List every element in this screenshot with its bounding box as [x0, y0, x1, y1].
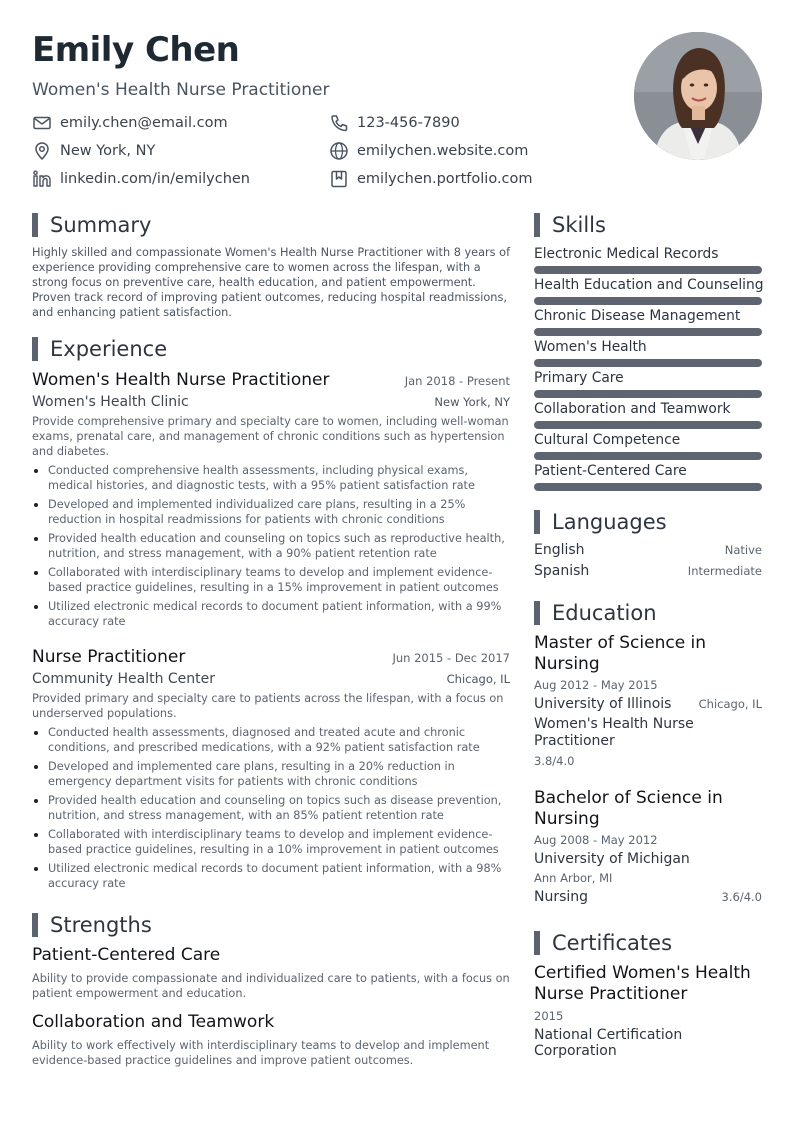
heading-bar: [534, 510, 540, 534]
skill-name: Women's Health: [534, 339, 647, 355]
education-heading: [534, 601, 657, 625]
linkedin-text[interactable]: linkedin.com/in/emilychen: [60, 171, 250, 187]
phone-text[interactable]: 123-456-7890: [357, 115, 460, 131]
skill-item: [534, 368, 762, 399]
education-dates: Aug 2008 - May 2012: [534, 833, 658, 847]
skills-heading: [534, 213, 606, 237]
education-degree: Bachelor of Science in Nursing: [534, 788, 723, 829]
strength-title: Collaboration and Teamwork: [32, 1012, 275, 1032]
skill-bar: [534, 266, 762, 274]
contact-portfolio[interactable]: [329, 168, 533, 190]
education-location: Ann Arbor, MI: [534, 871, 613, 885]
experience-heading: [32, 337, 167, 361]
location-icon: [32, 141, 52, 161]
bullet-item: Provided health education and counseling on topics such as disease prevention, nutrition, and stress management, with an 85% patient retention rate: [32, 793, 510, 823]
education-gpa: 3.8/4.0: [534, 754, 575, 768]
skill-bar: [534, 297, 762, 305]
job-bullets: [32, 725, 510, 891]
job-description: Provided primary and specialty care to patients across the lifespan, with a focus on underserved populations.: [32, 692, 504, 720]
education-item: [534, 788, 762, 905]
education-school: University of Michigan: [534, 851, 690, 867]
globe-icon: [329, 141, 349, 161]
education-item: [534, 633, 762, 768]
education-school: University of Illinois: [534, 696, 672, 712]
job-company: Women's Health Clinic: [32, 394, 189, 410]
language-name: English: [534, 542, 585, 558]
bullet-item: Developed and implemented care plans, resulting in a 20% reduction in emergency department visits for patients with chronic conditions: [32, 759, 510, 789]
skill-item: [534, 399, 762, 430]
location-text: New York, NY: [60, 143, 156, 159]
skill-bar: [534, 390, 762, 398]
skill-name: Cultural Competence: [534, 432, 681, 448]
heading-bar: [534, 213, 540, 237]
education-dates: Aug 2012 - May 2015: [534, 678, 658, 692]
skill-bar: [534, 421, 762, 429]
bullet-item: Collaborated with interdisciplinary teams to develop and implement evidence-based practice guidelines, resulting in a 15% improvement in patient outcomes: [32, 565, 510, 595]
profile-photo: [634, 32, 762, 160]
contact-email[interactable]: [32, 112, 228, 134]
job-description: Provide comprehensive primary and specialty care to women, including well-woman exams, prenatal care, and management of chronic conditions such as hypertension and diabetes.: [32, 415, 509, 458]
language-item: [534, 563, 762, 579]
bookmark-icon: [329, 169, 349, 189]
email-text[interactable]: emily.chen@email.com: [60, 115, 228, 131]
heading-bar: [534, 931, 540, 955]
certificate-year: 2015: [534, 1009, 564, 1023]
certificates-heading-label: Certificates: [552, 931, 673, 955]
education-gpa: 3.6/4.0: [721, 890, 762, 904]
heading-bar: [32, 913, 38, 937]
experience-heading-label: Experience: [50, 337, 168, 361]
skill-name: Electronic Medical Records: [534, 246, 719, 262]
contact-website[interactable]: [329, 140, 528, 162]
bullet-item: Utilized electronic medical records to document patient information, with a 99% accuracy rate: [32, 599, 510, 629]
education-location: Chicago, IL: [698, 697, 762, 711]
skill-name: Collaboration and Teamwork: [534, 401, 731, 417]
job-company: Community Health Center: [32, 671, 216, 687]
summary-heading: [32, 213, 151, 237]
skill-name: Health Education and Counseling: [534, 277, 764, 293]
contact-phone[interactable]: [329, 112, 460, 134]
skill-bar: [534, 359, 762, 367]
language-item: [534, 542, 762, 558]
languages-heading: [534, 510, 667, 534]
strength-item: [32, 945, 510, 1001]
job-title: Women's Health Nurse Practitioner: [32, 370, 330, 390]
portfolio-text[interactable]: emilychen.portfolio.com: [357, 171, 533, 187]
linkedin-icon: [32, 169, 52, 189]
language-level: Intermediate: [687, 564, 762, 578]
email-icon: [32, 113, 52, 133]
strength-description: Ability to work effectively with interdisciplinary teams to develop and implement evidence-based practice guidelines and improve patient outcomes.: [32, 1039, 490, 1067]
summary-heading-label: Summary: [50, 213, 152, 237]
language-name: Spanish: [534, 563, 590, 579]
skill-item: [534, 430, 762, 461]
skill-name: Chronic Disease Management: [534, 308, 741, 324]
job-dates: Jan 2018 - Present: [404, 374, 510, 388]
skill-item: [534, 337, 762, 368]
skill-bar: [534, 328, 762, 336]
bullet-item: Utilized electronic medical records to document patient information, with a 98% accuracy rate: [32, 861, 510, 891]
candidate-name: Emily Chen: [32, 30, 240, 70]
candidate-title: Women's Health Nurse Practitioner: [32, 80, 330, 100]
job-location: Chicago, IL: [446, 672, 510, 686]
bullet-item: Collaborated with interdisciplinary teams to develop and implement evidence-based practice guidelines, resulting in a 10% improvement in patient outcomes: [32, 827, 510, 857]
education-heading-label: Education: [552, 601, 657, 625]
bullet-item: Conducted comprehensive health assessments, including physical exams, medical histories, and diagnostic tests, with a 95% patient satisfaction rate: [32, 463, 510, 493]
heading-bar: [32, 213, 38, 237]
job-entry: [32, 370, 510, 633]
phone-icon: [329, 113, 349, 133]
certificates-heading: [534, 931, 672, 955]
strength-description: Ability to provide compassionate and individualized care to patients, with a focus on patient empowerment and education.: [32, 972, 510, 1000]
skill-item: [534, 244, 762, 275]
certificate-title: Certified Women's Health Nurse Practitioner: [534, 963, 751, 1004]
skill-item: [534, 275, 762, 306]
certificate-organization: National Certification Corporation: [534, 1027, 683, 1059]
languages-heading-label: Languages: [552, 510, 667, 534]
heading-bar: [32, 337, 38, 361]
skill-bar: [534, 452, 762, 460]
certificate-item: [534, 963, 762, 1059]
summary-text: Highly skilled and compassionate Women's Health Nurse Practitioner with 8 years of experience providing comprehensive care to women across the lifespan, with a strong focus on preventive care, health education, and patient empowerment. Proven track record of improving patient outcomes, reducing hospital readmissions, and enhancing patient satisfaction.: [32, 246, 511, 319]
skill-item: [534, 461, 762, 492]
bullet-item: Developed and implemented individualized care plans, resulting in a 25% reduction in hospital readmissions for patients with chronic conditions: [32, 497, 510, 527]
education-field: Nursing: [534, 889, 589, 905]
skills-list: [534, 244, 762, 492]
education-field: Women's Health Nurse Practitioner: [534, 716, 694, 749]
skills-heading-label: Skills: [552, 213, 606, 237]
bullet-item: Conducted health assessments, diagnosed and treated acute and chronic conditions, and prescribed medications, with a 92% patient satisfaction rate: [32, 725, 510, 755]
contact-list: [32, 112, 552, 192]
education-degree: Master of Science in Nursing: [534, 633, 707, 674]
skill-name: Primary Care: [534, 370, 624, 386]
strengths-heading: [32, 913, 152, 937]
strength-item: [32, 1012, 510, 1068]
website-text[interactable]: emilychen.website.com: [357, 143, 529, 159]
job-entry: [32, 647, 510, 895]
skill-bar: [534, 483, 762, 491]
contact-location: [32, 140, 155, 162]
bullet-item: Provided health education and counseling on topics such as reproductive health, nutrition, and stress management, with a 90% patient retention rate: [32, 531, 510, 561]
job-bullets: [32, 463, 510, 629]
skill-item: [534, 306, 762, 337]
language-level: Native: [724, 543, 762, 557]
job-title: Nurse Practitioner: [32, 647, 186, 667]
contact-linkedin[interactable]: [32, 168, 250, 190]
strength-title: Patient-Centered Care: [32, 945, 221, 965]
job-location: New York, NY: [434, 395, 510, 409]
strengths-heading-label: Strengths: [50, 913, 152, 937]
heading-bar: [534, 601, 540, 625]
job-dates: Jun 2015 - Dec 2017: [392, 651, 510, 665]
skill-name: Patient-Centered Care: [534, 463, 687, 479]
